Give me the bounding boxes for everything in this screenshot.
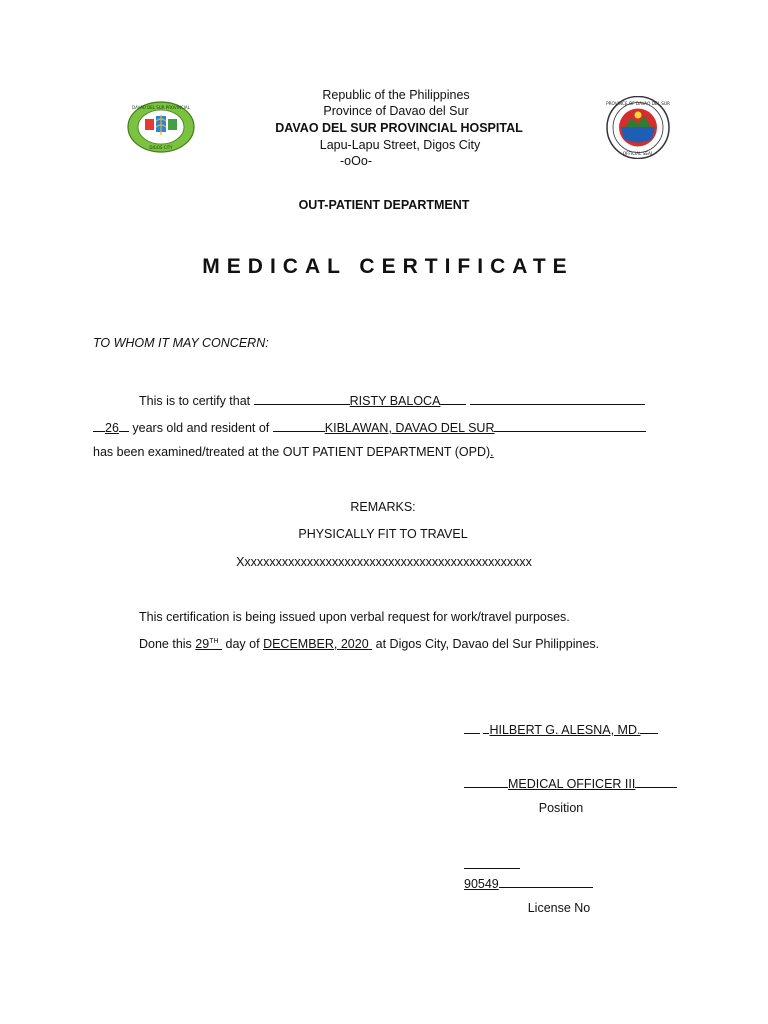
issue-month-year-text: DECEMBER, 2020 bbox=[263, 637, 369, 651]
header-hospital: DAVAO DEL SUR PROVINCIAL HOSPITAL bbox=[275, 121, 523, 135]
examined-text: has been examined/treated at the OUT PATIENT DEPARTMENT (OPD) bbox=[93, 445, 491, 459]
province-official-seal bbox=[604, 96, 672, 159]
blank-line bbox=[635, 774, 677, 788]
examined-period: . bbox=[490, 445, 494, 459]
examined-line bbox=[93, 445, 494, 459]
blank-line bbox=[499, 874, 593, 888]
done-prefix: Done this bbox=[139, 637, 192, 651]
patient-name: RISTY BALOCA bbox=[349, 394, 441, 408]
blank-line bbox=[640, 720, 658, 734]
signatory-name: HILBERT G. ALESNA, MD. bbox=[489, 723, 641, 737]
issuance-date-line bbox=[139, 637, 599, 651]
patient-address: KIBLAWAN, DAVAO DEL SUR bbox=[324, 421, 495, 435]
issuance-statement: This certification is being issued upon verbal request for work/travel purposes. bbox=[139, 610, 570, 624]
svg-text:DAVAO DEL SUR PROVINCIAL: DAVAO DEL SUR PROVINCIAL bbox=[132, 105, 190, 110]
header-province: Province of Davao del Sur bbox=[323, 104, 469, 118]
blank-line bbox=[273, 418, 325, 432]
license-label: License No bbox=[527, 901, 591, 915]
remarks-label: REMARKS: bbox=[350, 500, 416, 514]
license-number-line bbox=[464, 874, 593, 891]
age-text: years old and resident of bbox=[132, 421, 270, 435]
remarks-value: PHYSICALLY FIT TO TRAVEL bbox=[298, 527, 468, 541]
blank-line bbox=[464, 720, 480, 734]
signatory-position-line bbox=[464, 774, 677, 791]
salutation: TO WHOM IT MAY CONCERN: bbox=[93, 336, 269, 350]
signatory-position: MEDICAL OFFICER III bbox=[508, 777, 636, 791]
license-top-line bbox=[464, 856, 520, 869]
document-title: MEDICAL CERTIFICATE bbox=[202, 255, 574, 278]
issue-day-number: 29 bbox=[195, 637, 210, 651]
blank-line bbox=[93, 418, 105, 432]
blank-line bbox=[440, 391, 466, 405]
certify-line bbox=[139, 391, 645, 408]
patient-age: 26 bbox=[105, 421, 119, 435]
remarks-filler: Xxxxxxxxxxxxxxxxxxxxxxxxxxxxxxxxxxxxxxxxxxxxxxx bbox=[236, 555, 532, 569]
svg-text:DIGOS CITY: DIGOS CITY bbox=[149, 145, 173, 150]
header-separator: -oOo- bbox=[340, 154, 372, 168]
provincial-hospital-seal bbox=[127, 101, 195, 153]
license-number: 90549 bbox=[464, 877, 499, 891]
blank-line bbox=[119, 418, 129, 432]
position-label: Position bbox=[538, 801, 584, 815]
blank-line bbox=[254, 391, 350, 405]
header-address: Lapu-Lapu Street, Digos City bbox=[319, 138, 481, 152]
header-republic: Republic of the Philippines bbox=[322, 88, 470, 102]
signatory-name-line bbox=[464, 720, 658, 737]
issue-day-suffix: TH bbox=[209, 637, 219, 645]
issue-month-year bbox=[263, 637, 372, 651]
issue-place: at Digos City, Davao del Sur Philippines. bbox=[375, 637, 600, 651]
day-of-text: day of bbox=[225, 637, 260, 651]
blank-line bbox=[470, 391, 645, 405]
age-address-line bbox=[93, 418, 646, 435]
issue-day bbox=[195, 637, 222, 651]
certify-text: This is to certify that bbox=[139, 394, 251, 408]
svg-text:PROVINCE OF DAVAO DEL SUR: PROVINCE OF DAVAO DEL SUR bbox=[606, 101, 670, 106]
blank-line bbox=[464, 774, 508, 788]
blank-line bbox=[494, 418, 646, 432]
department-label: OUT-PATIENT DEPARTMENT bbox=[298, 198, 470, 212]
svg-text:OFFICIAL SEAL: OFFICIAL SEAL bbox=[622, 151, 654, 156]
